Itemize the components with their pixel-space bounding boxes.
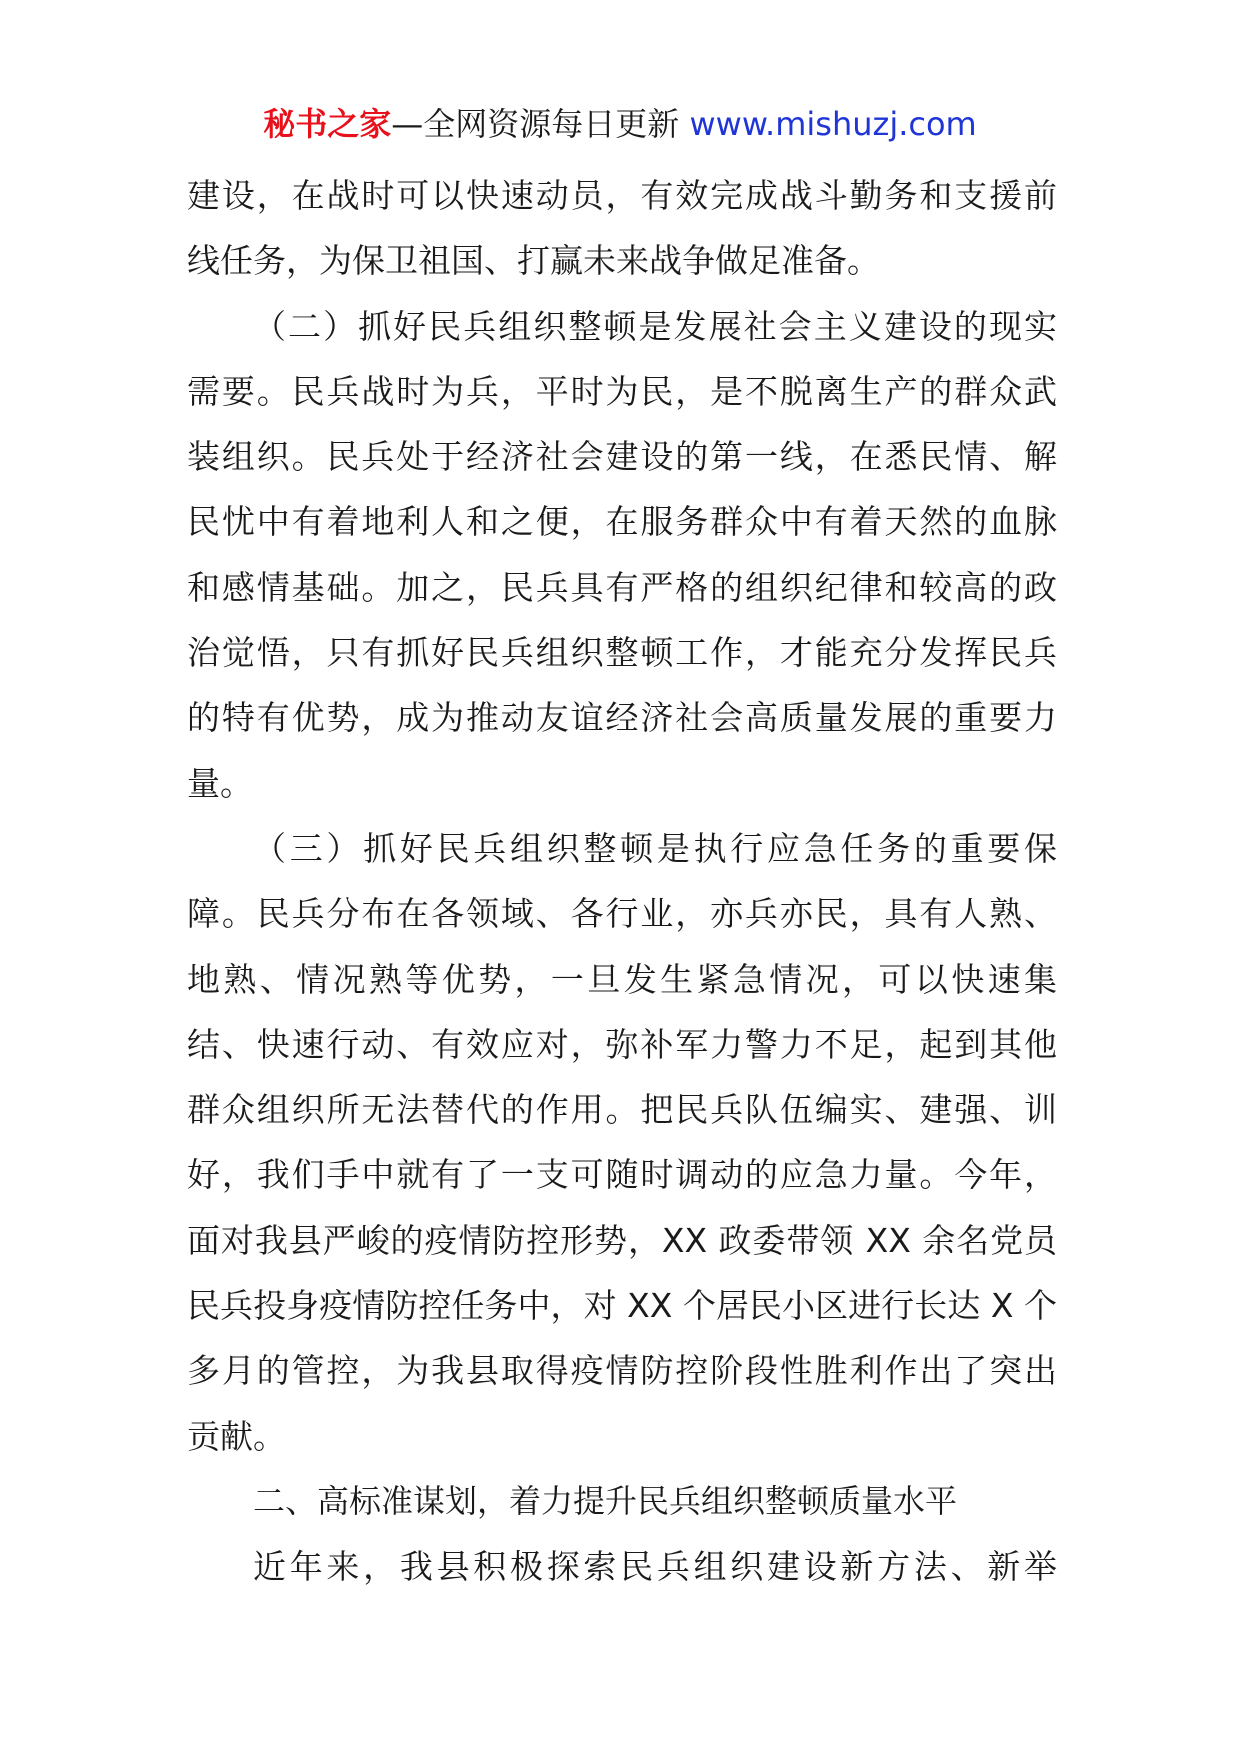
text-line: 面对我县严峻的疫情防控形势，XX 政委带领 XX 余名党员: [187, 1220, 1057, 1260]
text-line: 和感情基础。加之，民兵具有严格的组织纪律和较高的政: [187, 567, 1057, 607]
text-line: 障。民兵分布在各领域、各行业，亦兵亦民，具有人熟、: [187, 894, 1057, 934]
subsection-heading-line: （二）抓好民兵组织整顿是发展社会主义建设的现实: [253, 306, 1057, 346]
text-line: 群众组织所无法替代的作用。把民兵队伍编实、建强、训: [187, 1090, 1057, 1130]
text-line: 的特有优势，成为推动友谊经济社会高质量发展的重要力: [187, 698, 1057, 738]
text-line: 民兵投身疫情防控任务中，对 XX 个居民小区进行长达 X 个: [187, 1286, 1057, 1326]
text-line: 近年来，我县积极探索民兵组织建设新方法、新举: [253, 1547, 1057, 1587]
text-line: 地熟、情况熟等优势，一旦发生紧急情况，可以快速集: [187, 959, 1057, 999]
text-line: 装组织。民兵处于经济社会建设的第一线，在悉民情、解: [187, 437, 1057, 477]
section-heading: 二、高标准谋划，着力提升民兵组织整顿质量水平: [253, 1481, 958, 1520]
text-line: 多月的管控，为我县取得疫情防控阶段性胜利作出了突出: [187, 1351, 1057, 1391]
document-body: [187, 163, 1057, 1600]
text-line: 需要。民兵战时为兵，平时为民，是不脱离生产的群众武: [187, 371, 1057, 411]
subsection-heading-line: （三）抓好民兵组织整顿是执行应急任务的重要保: [253, 828, 1057, 868]
text-line: 治觉悟，只有抓好民兵组织整顿工作，才能充分发挥民兵: [187, 633, 1057, 673]
site-slogan: —全网资源每日更新: [391, 105, 690, 143]
text-line: 量。: [187, 763, 253, 803]
text-line: 民忧中有着地利人和之便，在服务群众中有着天然的血脉: [187, 502, 1057, 542]
text-line: 好，我们手中就有了一支可随时调动的应急力量。今年，: [187, 1155, 1057, 1195]
text-line: 贡献。: [187, 1416, 286, 1456]
text-line: 结、快速行动、有效应对，弥补军力警力不足，起到其他: [187, 1024, 1057, 1064]
site-url-link[interactable]: www.mishuzj.com: [689, 105, 977, 143]
site-header: [0, 100, 1240, 148]
text-line: 线任务，为保卫祖国、打赢未来战争做足准备。: [187, 241, 880, 281]
text-line: 建设，在战时可以快速动员，有效完成战斗勤务和支援前: [187, 176, 1057, 215]
site-name: 秘书之家: [263, 105, 392, 143]
